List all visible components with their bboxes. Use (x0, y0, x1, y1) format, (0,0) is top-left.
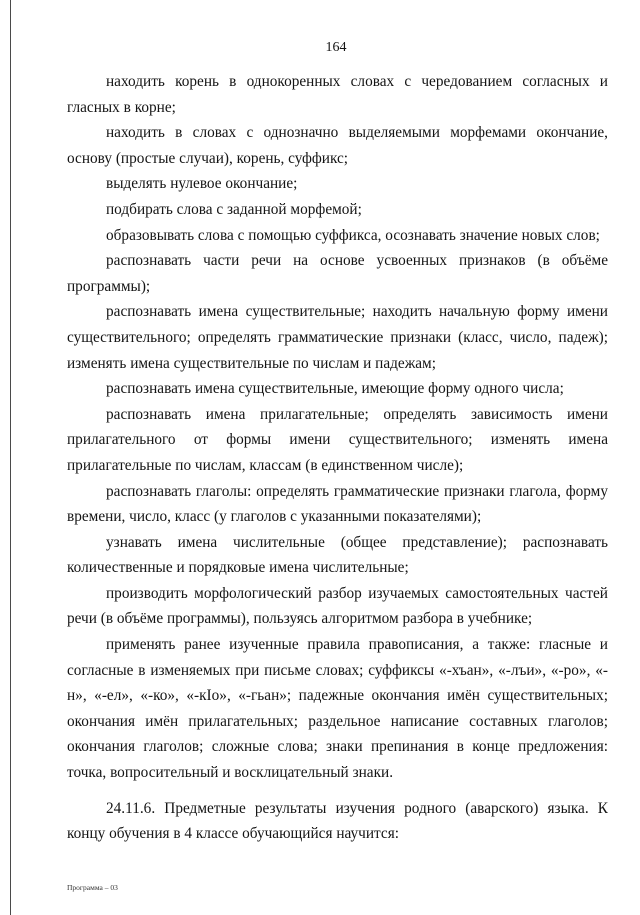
list-item: распознавать имена существительные, имеющие форму одного числа; (106, 380, 564, 398)
page-number: 164 (325, 40, 347, 55)
list-item: подбирать слова с заданной морфемой; (106, 200, 362, 218)
list-item: распознавать части речи на основе усвоенных признаков (в объёме программы); (67, 252, 608, 295)
list-item: выделять нулевое окончание; (106, 175, 298, 193)
list-item: производить морфологический разбор изучаемых самостоятельных частей речи (в объёме программы), пользуясь алгоритмом разбора в учебнике; (67, 584, 608, 628)
list-item: образовывать слова с помощью суффикса, осознавать значение новых слов; (106, 226, 600, 244)
footer-label: Программа – 03 (67, 883, 118, 892)
list-item: распознавать имена прилагательные; определять зависимость имени прилагательного от формы имени существительного; изменять имена прилагательные по числам, классам (в единственном числе); (67, 405, 608, 474)
list-item: находить корень в однокоренных словах с чередованием согласных и гласных в корне; (67, 73, 608, 116)
section-heading-paragraph: 24.11.6. Предметные результаты изучения родного (аварского) языка. К концу обучения в 4 классе обучающийся научится: (67, 799, 608, 843)
list-item: узнавать имена числительные (общее представление); распознавать количественные и порядковые имена числительные; (67, 533, 608, 577)
page-body (67, 69, 608, 847)
list-item: применять ранее изученные правила правописания, а также: гласные и согласные в изменяемых при письме словах; суффиксы «-хъан», «-лъи», «-ро», «-н», «-ел», «-ко», «-кIо», «-гьан»; падежные окончания имён существительных; окончания имён прилагательных; раздельное написание составных глаголов; окончания глаголов; сложные слова; знаки препинания в конце предложения: точка, вопросительный и восклицательный знаки. (67, 636, 608, 782)
list-item: находить в словах с однозначно выделяемыми морфемами окончание, основу (простые случаи), корень, суффикс; (67, 124, 608, 167)
list-item: распознавать глаголы: определять грамматические признаки глагола, форму времени, число, класс (у глаголов с указанными показателями); (67, 482, 608, 526)
list-item: распознавать имена существительные; находить начальную форму имени существительного; определять грамматические признаки (класс, число, падеж); изменять имена существительные по числам и падежам; (67, 303, 608, 372)
page-border-line (10, 0, 11, 915)
